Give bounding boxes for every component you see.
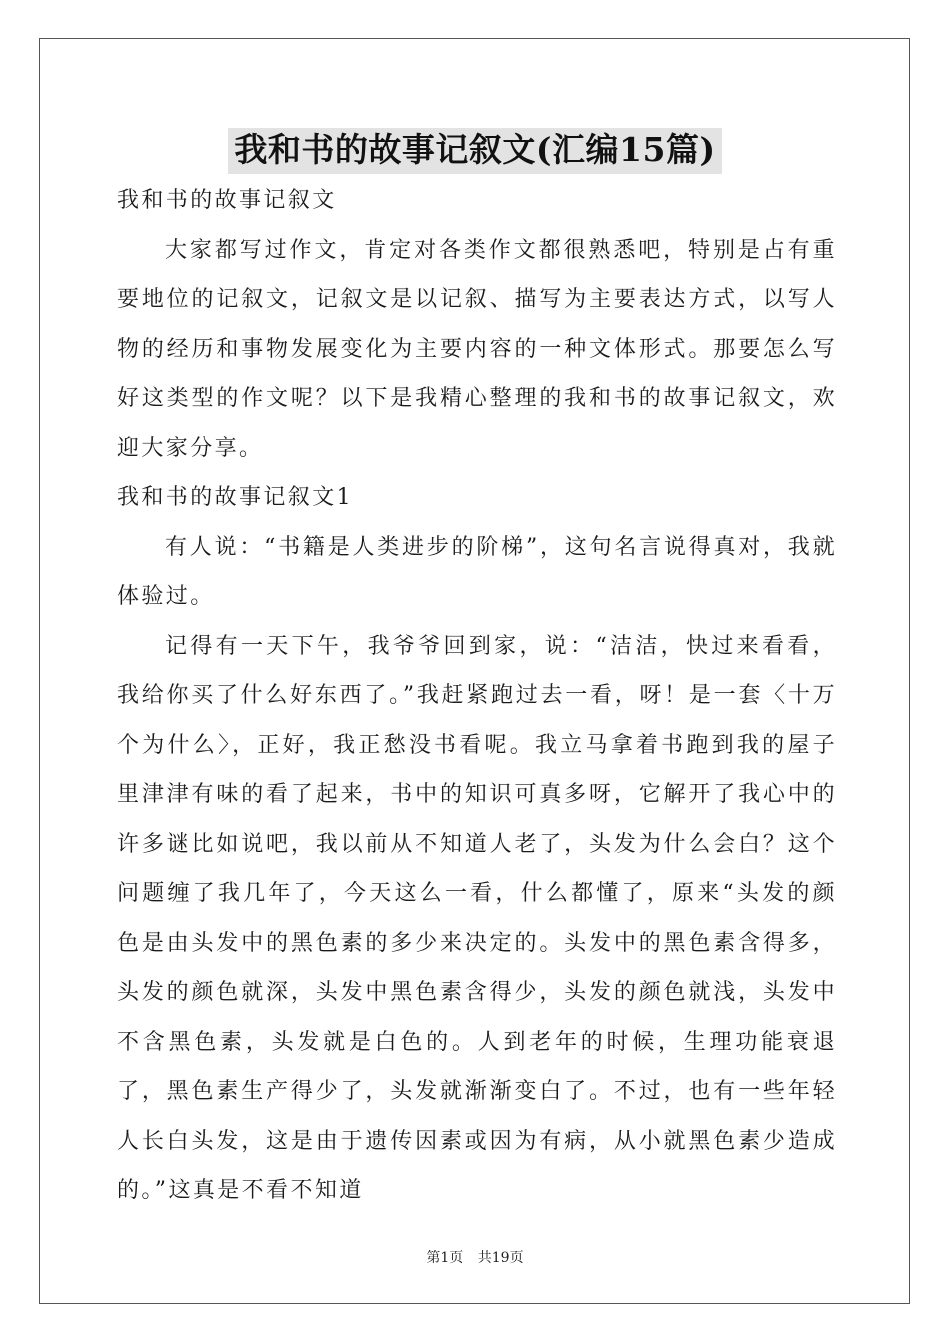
page-total: 共19页 [477, 1250, 524, 1266]
document-title: 我和书的故事记叙文(汇编15篇) [228, 128, 721, 174]
document-body [117, 176, 837, 1216]
intro-paragraph: 大家都写过作文，肯定对各类作文都很熟悉吧，特别是占有重要地位的记叙文，记叙文是以记叙、描写为主要表达方式，以写人物的经历和事物发展变化为主要内容的一种文体形式。那要怎么写好这类型的作文呢？以下是我精心整理的我和书的故事记叙文，欢迎大家分享。 [117, 237, 837, 461]
title-wrap [0, 128, 950, 174]
body-paragraph: 有人说：“书籍是人类进步的阶梯”，这句名言说得真对，我就体验过。 [117, 534, 837, 609]
body-paragraph: 记得有一天下午，我爷爷回到家，说：“洁洁，快过来看看，我给你买了什么好东西了。”我赶紧跑过去一看，呀！是一套〈十万个为什么〉，正好，我正愁没书看呢。我立马拿着书跑到我的屋子里津津有味的看了起来，书中的知识可真多呀，它解开了我心中的许多谜比如说吧，我以前从不知道人老了，头发为什么会白？这个问题缠了我几年了，今天这么一看，什么都懂了，原来“头发的颜色是由头发中的黑色素的多少来决定的。头发中的黑色素含得多，头发的颜色就深，头发中黑色素含得少，头发的颜色就浅，头发中不含黑色素，头发就是白色的。人到老年的时候，生理功能衰退了，黑色素生产得少了，头发就渐渐变白了。不过，也有一些年轻人长白头发，这是由于遗传因素或因为有病，从小就黑色素少造成的。”这真是不看不知道 [117, 633, 837, 1203]
section-heading: 我和书的故事记叙文 [117, 188, 337, 213]
page-footer [0, 1247, 950, 1267]
page-number: 第1页 [426, 1250, 464, 1266]
section-heading: 我和书的故事记叙文1 [117, 485, 353, 510]
